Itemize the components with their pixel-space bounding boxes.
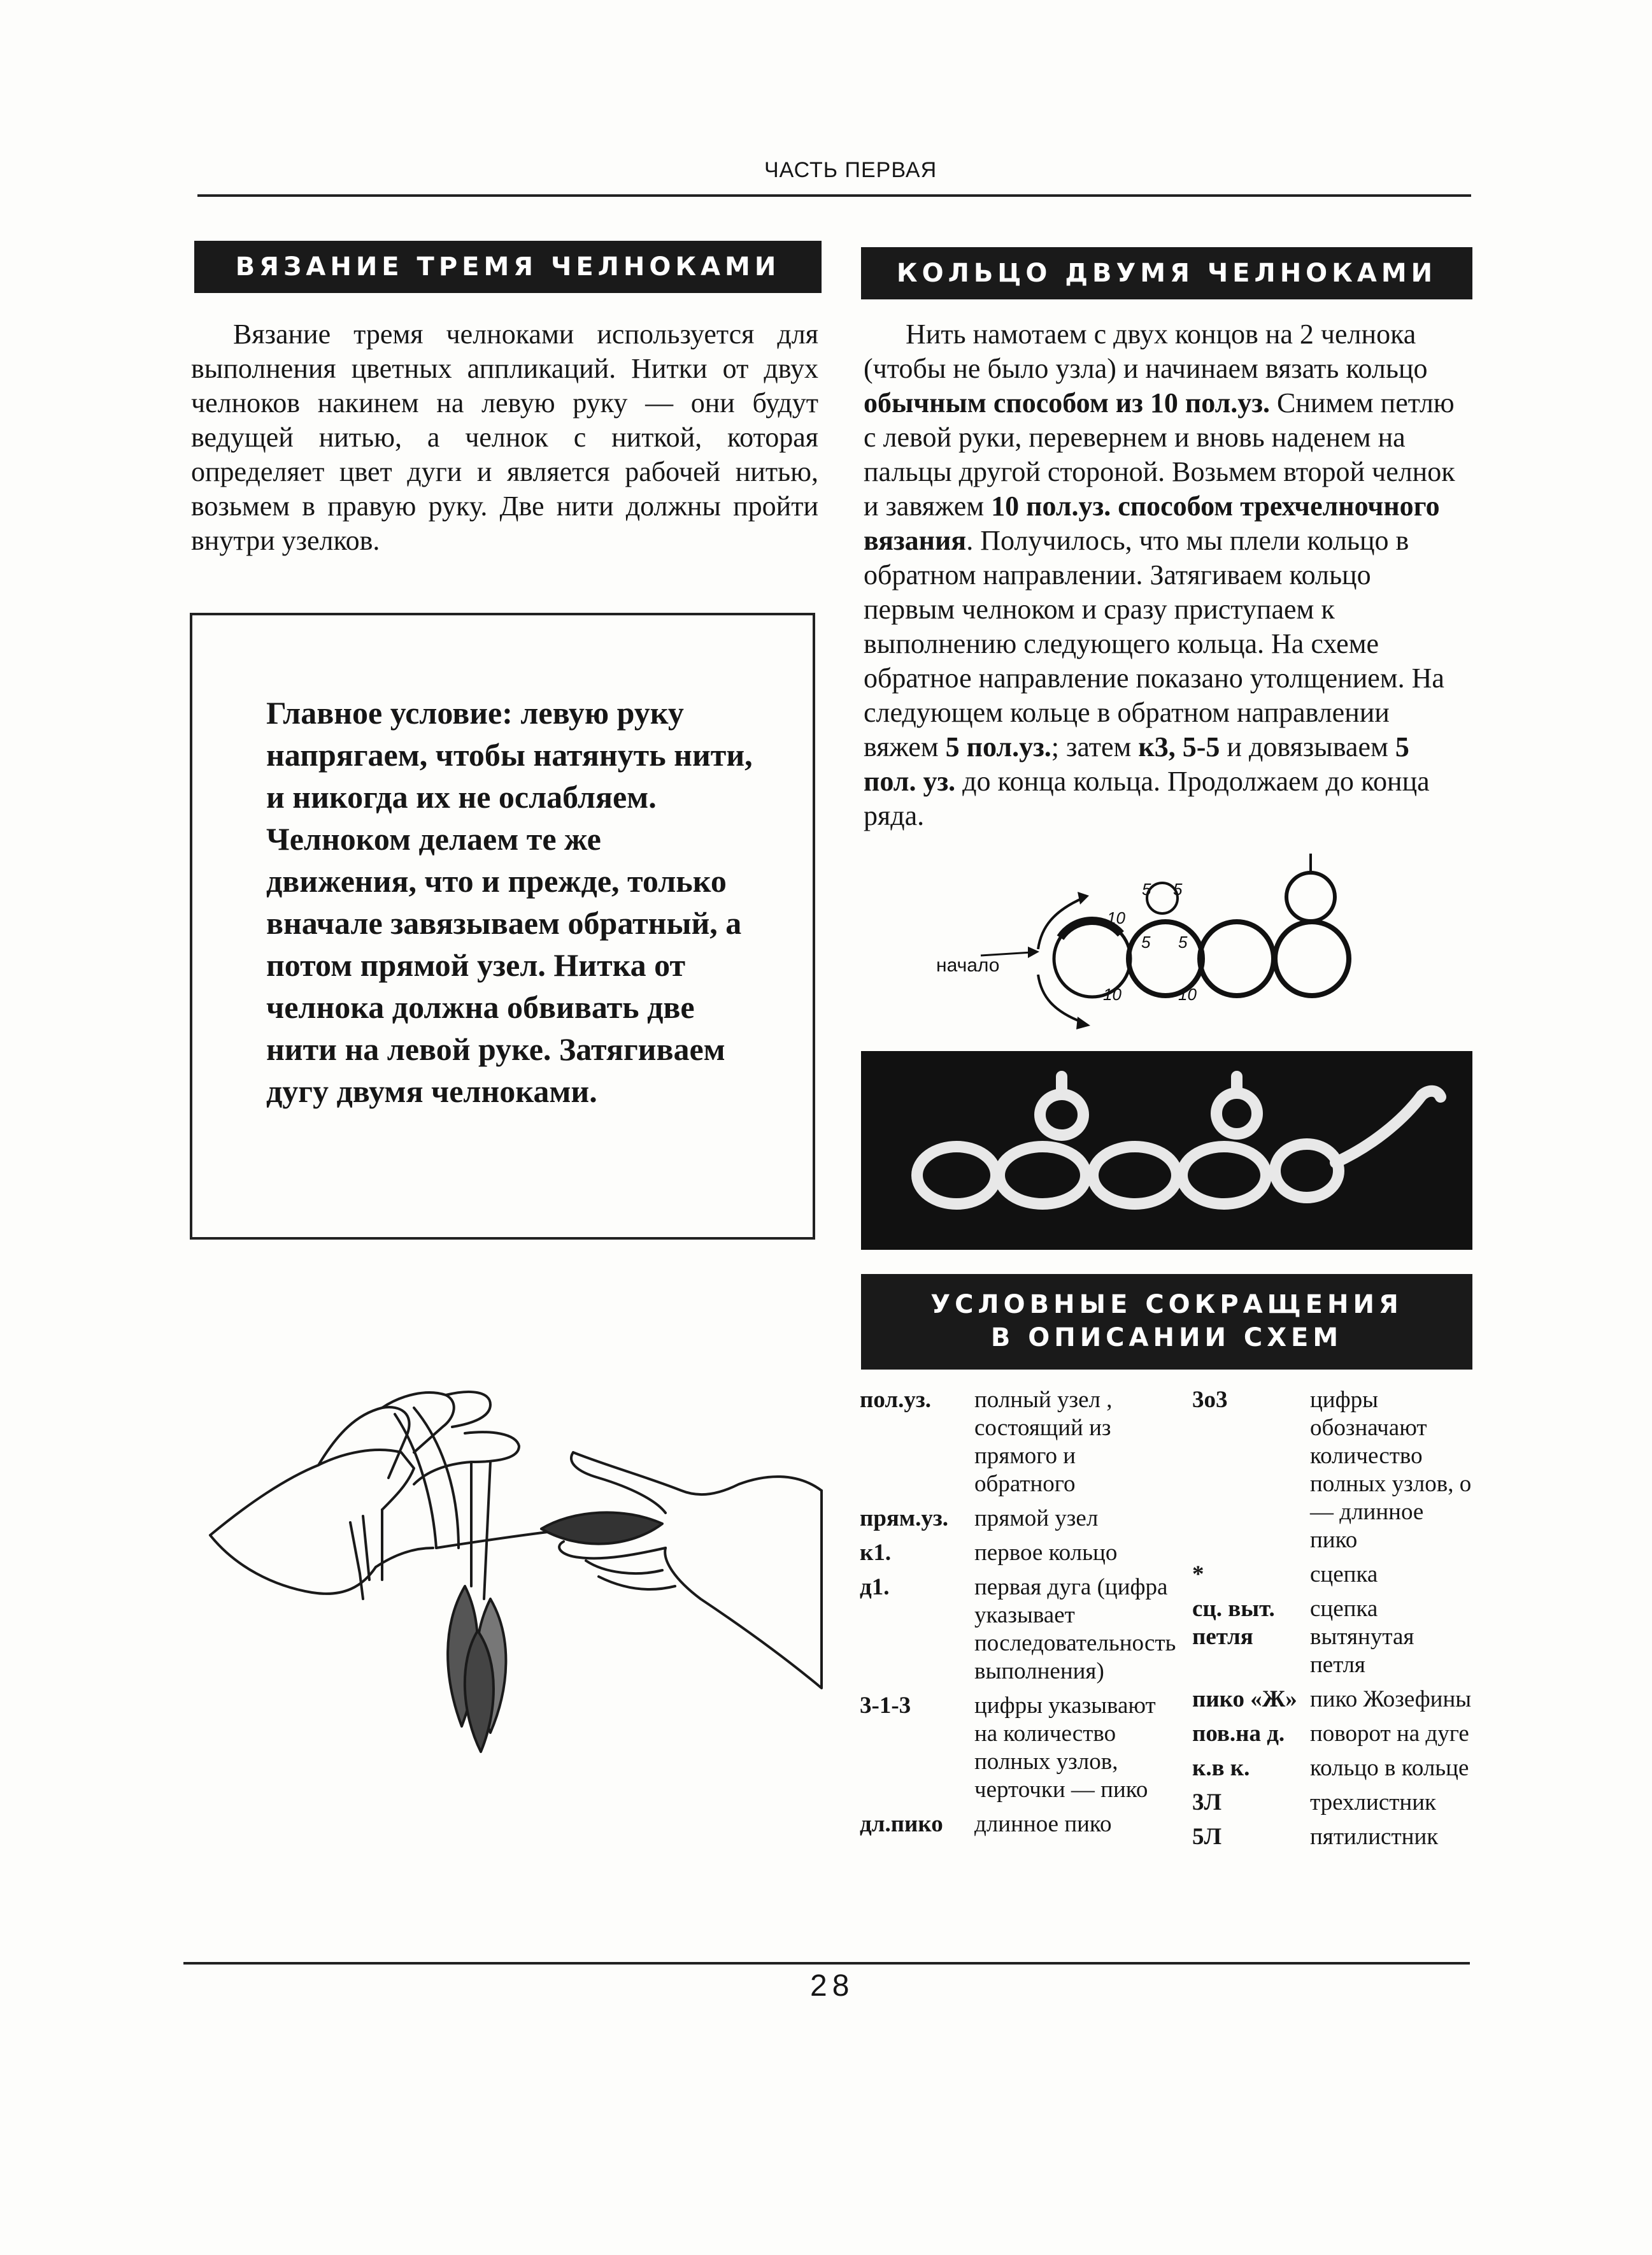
- abbreviations-heading: [861, 1274, 1472, 1370]
- abbreviation-row: [860, 1810, 1165, 1838]
- abbreviation-definition: кольцо в кольце: [1310, 1755, 1469, 1781]
- abbreviation-row: [1192, 1561, 1472, 1589]
- abbreviation-row: [860, 1505, 1165, 1533]
- abbreviation-definition: поворот на дуге: [1310, 1721, 1469, 1747]
- abbreviation-definition: длинное пико: [974, 1811, 1112, 1837]
- abbreviation-row: [1192, 1595, 1472, 1679]
- left-section-heading: ВЯЗАНИЕ ТРЕМЯ ЧЕЛНОКАМИ: [194, 241, 822, 293]
- abbreviation-definition: прямой узел: [974, 1505, 1099, 1531]
- abbreviation-definition: полный узел , состоящий из прямого и обратного: [974, 1387, 1113, 1497]
- abbreviation-term: 5Л: [1192, 1824, 1222, 1850]
- abbreviation-term: дл.пико: [860, 1811, 943, 1837]
- abbreviation-term: *: [1192, 1561, 1204, 1587]
- tatting-photo-image: [861, 1051, 1472, 1250]
- diagram-number: 5: [1142, 880, 1151, 899]
- right-paragraph-text-2: Снимем петлю с левой руки, перевернем и вновь наденем на пальцы другой стороной. Возьмем второй челнок и завяжем: [864, 387, 1455, 522]
- abbreviation-row: [1192, 1754, 1472, 1782]
- abbreviation-definition: пятилистник: [1310, 1824, 1439, 1850]
- diagram-number: 10: [1103, 985, 1122, 1004]
- right-paragraph-bold-2: 10 пол.уз. способом трехчелночного вязания: [864, 490, 1440, 556]
- abbreviations-heading-line-2: В ОПИСАНИИ СХЕМ: [990, 1323, 1343, 1352]
- right-paragraph-text-6: до конца кольца. Продолжаем до конца ряда.: [864, 766, 1430, 831]
- right-paragraph-text-1: Нить намотаем с двух концов на 2 челнока (чтобы не было узла) и начинаем вязать кольцо: [864, 319, 1428, 384]
- ring-diagram: [936, 847, 1395, 1038]
- abbreviation-term: 3Л: [1192, 1789, 1222, 1815]
- abbreviation-row: [860, 1573, 1176, 1686]
- abbreviation-row: [860, 1539, 1165, 1567]
- abbreviation-row: [860, 1692, 1165, 1804]
- page-number: 28: [810, 1969, 855, 2003]
- abbreviation-definition: сцепка: [1310, 1561, 1378, 1587]
- abbreviation-term: сц. выт. петля: [1192, 1596, 1275, 1650]
- abbreviation-row: [860, 1386, 1165, 1498]
- abbreviation-row: [1192, 1720, 1472, 1748]
- diagram-number: 10: [1107, 908, 1125, 927]
- abbreviation-definition: первая дуга (цифра указывает последовательность выполнения): [974, 1574, 1176, 1684]
- abbreviation-term: к1.: [860, 1540, 892, 1566]
- abbreviation-term: пол.уз.: [860, 1387, 931, 1413]
- diagram-start-label: начало: [936, 955, 1000, 976]
- right-paragraph-text-5: и довязываем: [1220, 731, 1395, 762]
- abbreviation-term: пов.на д.: [1192, 1721, 1285, 1747]
- abbreviation-term: пико «Ж»: [1192, 1686, 1297, 1712]
- diagram-number: 5: [1178, 933, 1188, 952]
- abbreviation-term: 3-1-3: [860, 1693, 911, 1719]
- abbreviation-row: [1192, 1686, 1472, 1714]
- abbreviation-definition: сцепка вытянутая петля: [1310, 1596, 1414, 1678]
- abbreviation-definition: цифры указывают на количество полных узлов, черточки — пико: [974, 1693, 1156, 1803]
- right-paragraph-text-4: ; затем: [1051, 731, 1139, 762]
- tatting-photo: [861, 1051, 1472, 1250]
- diagram-number: 5: [1141, 933, 1151, 952]
- running-head: ЧАСТЬ ПЕРВАЯ: [764, 158, 937, 182]
- hands-shuttle-illustration: [191, 1357, 828, 1815]
- abbreviation-row: [1192, 1823, 1472, 1851]
- diagram-number: 10: [1178, 985, 1197, 1004]
- abbreviations-right: [1192, 1386, 1472, 1858]
- abbreviations-left: [860, 1386, 1176, 1845]
- abbreviation-definition: цифры обозначают количество полных узлов, о — длинное пико: [1310, 1387, 1472, 1553]
- abbreviations-heading-line-1: УСЛОВНЫЕ СОКРАЩЕНИЯ: [930, 1290, 1403, 1319]
- abbreviation-definition: трехлистник: [1310, 1789, 1436, 1815]
- abbreviation-term: д1.: [860, 1574, 890, 1600]
- abbreviation-term: к.в к.: [1192, 1755, 1250, 1781]
- left-paragraph: [191, 317, 818, 558]
- right-section-heading: КОЛЬЦО ДВУМЯ ЧЕЛНОКАМИ: [861, 247, 1472, 299]
- bottom-rule: [183, 1962, 1470, 1965]
- abbreviation-definition: пико Жозефины: [1310, 1686, 1472, 1712]
- abbreviation-definition: первое кольцо: [974, 1540, 1118, 1566]
- right-paragraph-bold-5: 5 пол. уз.: [864, 731, 1409, 797]
- right-paragraph: [864, 317, 1469, 833]
- abbreviation-term: 3о3: [1192, 1387, 1228, 1413]
- abbreviation-row: [1192, 1386, 1472, 1554]
- right-paragraph-bold-3: 5 пол.уз.: [945, 731, 1051, 762]
- notice-box: [190, 613, 815, 1240]
- notice-text: Главное условие: левую руку напрягаем, чтобы натянуть нити, и никогда их не ослабляем. Челноком делаем те же движения, что и прежде, только вначале завязываем обратный, а потом прямой узел. Нитка от челнока должна обвивать две нити на левой руке. Затягиваем дугу двумя челноками.: [266, 695, 753, 1109]
- right-paragraph-bold-1: обычным способом из 10 пол.уз.: [864, 387, 1270, 419]
- abbreviation-row: [1192, 1789, 1472, 1817]
- right-paragraph-bold-4: к3, 5-5: [1138, 731, 1220, 762]
- right-paragraph-text-3: . Получилось, что мы плели кольцо в обратном направлении. Затягиваем кольцо первым челноком и сразу приступаем к выполнению следующего кольца. На схеме обратное направление показано утолщением. На следующем кольце в обратном направлении вяжем: [864, 525, 1444, 762]
- diagram-number: 5: [1173, 880, 1183, 899]
- top-rule: [197, 194, 1471, 197]
- abbreviation-term: прям.уз.: [860, 1505, 948, 1531]
- left-paragraph-text: Вязание тремя челноками используется для выполнения цветных аппликаций. Нитки от двух челноков накинем на левую руку — они будут ведущей нитью, а челнок с ниткой, которая определяет цвет дуги и является рабочей нитью, возьмем в правую руку. Две нити должны пройти внутри узелков.: [191, 319, 818, 556]
